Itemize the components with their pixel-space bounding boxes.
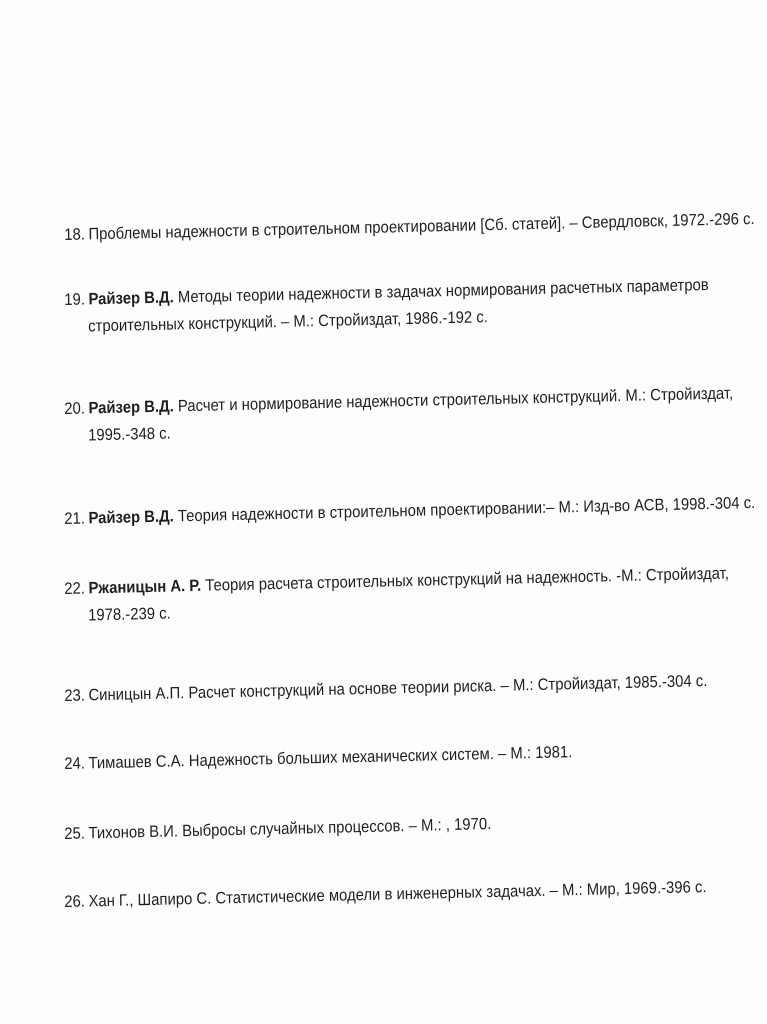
reference-author: Райзер В.Д. (88, 288, 174, 309)
reference-number: 20. (64, 399, 86, 418)
reference-18 (64, 208, 755, 249)
reference-text: Теория надежности в строительном проектировании:– М.: Изд-во АСВ, 1998.-304 с. (177, 493, 756, 526)
reference-text: Расчет и нормирование надежности строительных конструкций. М.: Стройиздат, (177, 384, 734, 416)
reference-continuation: строительных конструкций. – М.: Стройиздат, 1986.-192 с. (87, 308, 489, 336)
reference-number: 24. (64, 754, 86, 773)
reference-21 (64, 492, 756, 533)
reference-26 (64, 875, 707, 916)
reference-number: 22. (64, 579, 86, 598)
reference-25 (64, 807, 669, 848)
reference-23 (64, 669, 708, 710)
reference-author: Райзер В.Д. (88, 507, 174, 528)
reference-22 (64, 562, 730, 630)
reference-author: Райзер В.Д. (88, 397, 174, 418)
reference-20 (64, 382, 734, 450)
reference-number: 19. (64, 290, 86, 309)
reference-number: 23. (64, 686, 86, 705)
reference-text: Синицын А.П. Расчет конструкций на основе теории риска. – М.: Стройиздат, 1985.-304 с. (88, 672, 708, 705)
reference-text: Методы теории надежности в задачах нормирования расчетных параметров (177, 276, 709, 307)
reference-text: Тимашев С.А. Надежность больших механических систем. – М.: 1981. (88, 743, 573, 773)
reference-number: 21. (64, 509, 86, 528)
reference-text: Проблемы надежности в строительном проектировании [Сб. статей]. – Свердловск, 1972.-296 с. (88, 209, 755, 244)
reference-text: Тихонов В.И. Выбросы случайных процессов. – М.: , 1970. (88, 815, 492, 843)
reference-text: Теория расчета строительных конструкций на надежность. -М.: Стройиздат, (205, 564, 730, 595)
reference-number: 18. (64, 225, 86, 244)
reference-24 (64, 737, 669, 778)
reference-continuation: 1978.-239 с. (87, 604, 171, 625)
reference-continuation: 1995.-348 с. (87, 424, 171, 445)
reference-number: 26. (64, 892, 86, 911)
reference-19 (64, 273, 709, 341)
reference-number: 25. (64, 824, 86, 843)
reference-text: Хан Г., Шапиро С. Статистические модели в инженерных задачах. – М.: Мир, 1969.-396 с. (88, 878, 707, 911)
reference-author: Ржаницын А. Р. (88, 576, 202, 598)
